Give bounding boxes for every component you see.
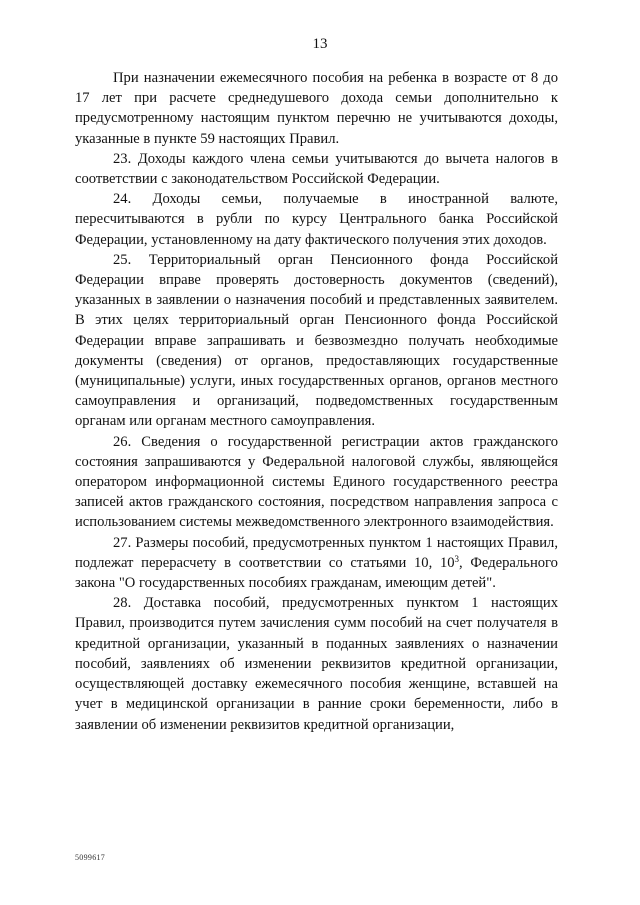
- paragraph-27-text-end: , Федерального закона "О государственных пособиях гражданам, имеющим детей".: [75, 554, 558, 592]
- paragraph-26: 26. Сведения о государственной регистрации актов гражданского состояния запрашиваются у Федеральной налоговой службы, являющейся оператором информационной системы Единого государственного реестра записей актов гражданского состояния, посредством направления запроса с использованием системы межведомственного электронного взаимодействия.: [75, 433, 558, 531]
- page-number: 13: [312, 36, 328, 52]
- paragraph-23: 23. Доходы каждого члена семьи учитываются до вычета налогов в соответствии с законодательством Российской Федерации.: [75, 150, 558, 188]
- paragraph-27: [75, 533, 558, 594]
- paragraph-intro: При назначении ежемесячного пособия на ребенка в возрасте от 8 до 17 лет при расчете среднедушевого дохода семьи дополнительно к предусмотренному настоящим пунктом перечню не учитываются доходы, указанные в пункте 59 настоящих Правил.: [75, 70, 558, 147]
- paragraph-24: 24. Доходы семьи, получаемые в иностранной валюте, пересчитываются в рубли по курсу Центрального банка Российской Федерации, установленному на дату фактического получения этих доходов.: [75, 191, 558, 248]
- paragraph-25: 25. Территориальный орган Пенсионного фонда Российской Федерации вправе проверять достоверность документов (сведений), указанных в заявлении о назначения пособий и представленных заявителем. В этих целях территориальный орган Пенсионного фонда Российской Федерации вправе запрашивать и безвозмездно получать необходимые документы (сведения) от органов, предоставляющих государственные (муниципальные) услуги, иных государственных органов, органов местного самоуправления и организаций, подведомственных государственным органам или органам местного самоуправления.: [75, 251, 558, 430]
- paragraph-27-superscript: 3: [454, 553, 460, 564]
- paragraph-27-text: 27. Размеры пособий, предусмотренных пунктом 1 настоящих Правил, подлежат перерасчету в соответствии со статьями 10, 10: [75, 534, 558, 571]
- document-code: 5099617: [75, 853, 106, 862]
- paragraph-28: 28. Доставка пособий, предусмотренных пунктом 1 настоящих Правил, производится путем зачисления сумм пособий на счет получателя в кредитной организации, указанный в поданных заявлениях о назначении пособий, заявлениях об изменении реквизитов кредитной организации, осуществляющей доставку ежемесячного пособия женщине, вставшей на учет в медицинской организации в ранние сроки беременности, либо в заявлении об изменении реквизитов кредитной организации,: [75, 595, 558, 733]
- document-body: [75, 68, 558, 735]
